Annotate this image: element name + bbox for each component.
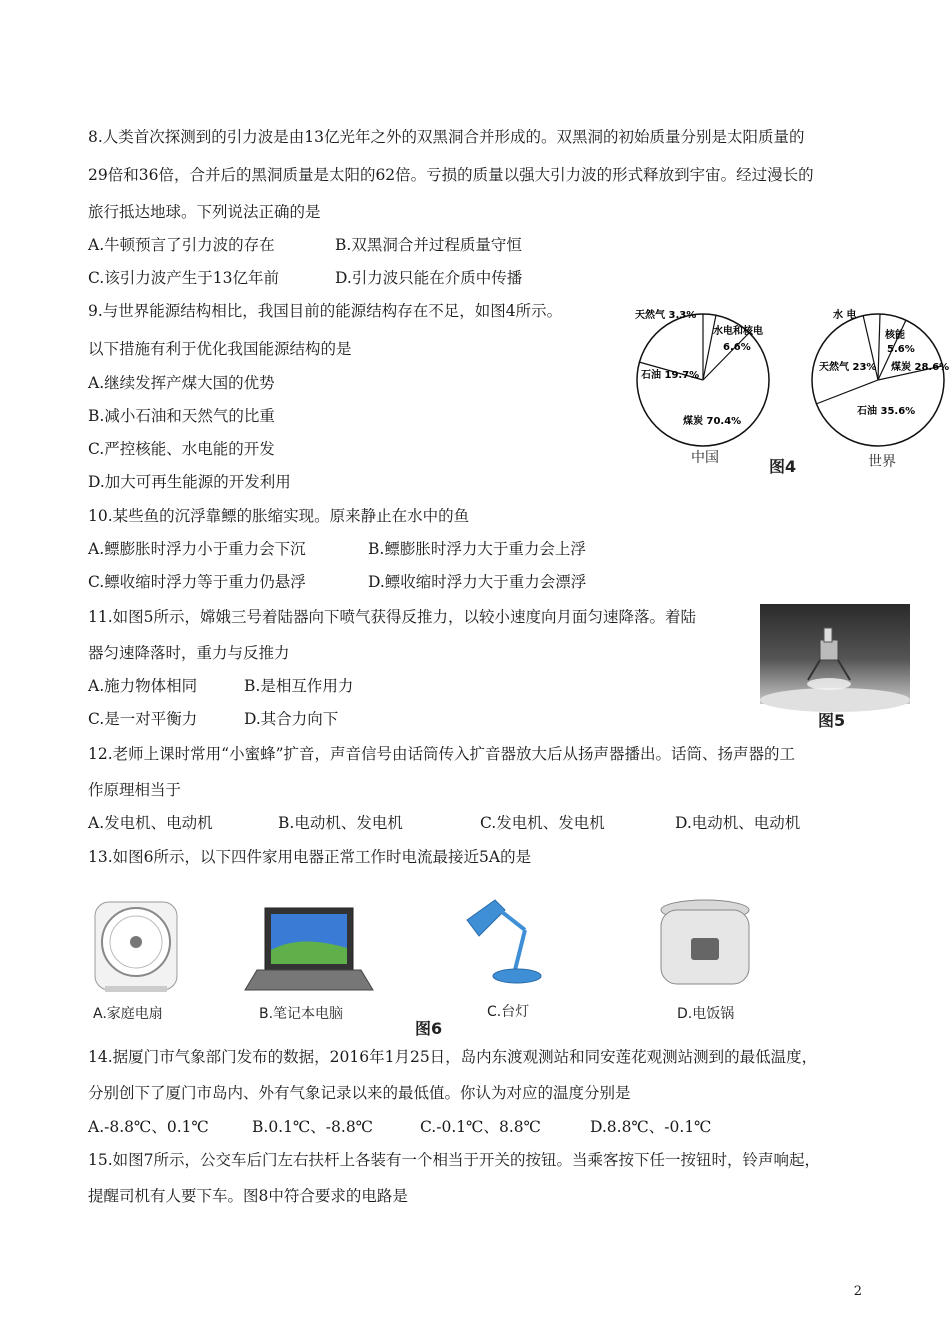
q9-option-a: A.继续发挥产煤大国的优势 <box>88 374 275 392</box>
q8-option-d: D.引力波只能在介质中传播 <box>335 269 523 287</box>
q14-option-c: C.-0.1℃、8.8℃ <box>420 1118 541 1136</box>
world-label-coal: 煤炭 28.6% <box>891 362 950 373</box>
q8-stem-line-3: 旅行抵达地球。下列说法正确的是 <box>88 203 321 221</box>
world-pie-name: 世界 <box>868 454 896 470</box>
q11-stem-line-2: 器匀速降落时，重力与反推力 <box>88 644 290 662</box>
figure-5-lunar-lander <box>760 604 910 730</box>
q10-option-c: C.鳔收缩时浮力等于重力仍悬浮 <box>88 573 306 591</box>
q11-option-c: C.是一对平衡力 <box>88 710 198 728</box>
q11-option-a: A.施力物体相同 <box>88 677 198 695</box>
q10-stem-line-1: 10.某些鱼的沉浮靠鳔的胀缩实现。原来静止在水中的鱼 <box>88 507 470 525</box>
appliance-label-d: D.电饭锅 <box>677 1006 735 1022</box>
china-pie <box>635 308 769 466</box>
china-label-oil: 石油 19.7% <box>641 370 700 381</box>
q8-option-a: A.牛顿预言了引力波的存在 <box>88 236 275 254</box>
q10-option-a: A.鳔膨胀时浮力小于重力会下沉 <box>88 540 306 558</box>
figure-4-caption: 图4 <box>769 457 797 476</box>
figure-6-appliances <box>85 890 805 1040</box>
q14-option-a: A.-8.8℃、0.1℃ <box>88 1118 209 1136</box>
china-label-gas: 天然气 3.3% <box>635 310 697 321</box>
figure-4-energy-pies <box>625 300 950 480</box>
china-pie-name: 中国 <box>691 450 719 466</box>
figure-6-caption: 图6 <box>415 1019 443 1038</box>
appliance-label-b: B.笔记本电脑 <box>259 1006 344 1022</box>
q12-stem-line-1: 12.老师上课时常用“小蜜蜂”扩音，声音信号由话筒传入扩音器放大后从扬声器播出。话筒、扬声器的工 <box>88 745 796 763</box>
q12-option-c: C.发电机、发电机 <box>480 814 605 832</box>
q13-stem-line-1: 13.如图6所示，以下四件家用电器正常工作时电流最接近5A的是 <box>88 848 532 866</box>
china-label-hydro-pct: 6.6% <box>723 342 751 353</box>
figure-5-caption: 图5 <box>818 711 846 730</box>
q8-stem-line-2: 29倍和36倍，合并后的黑洞质量是太阳的62倍。亏损的质量以强大引力波的形式释放到宇宙。经过漫长的 <box>88 166 814 184</box>
world-label-gas: 天然气 23% <box>819 362 877 373</box>
q14-stem-line-2: 分别创下了厦门市岛内、外有气象记录以来的最低值。你认为对应的温度分别是 <box>88 1084 631 1102</box>
q12-option-b: B.电动机、发电机 <box>278 814 403 832</box>
world-label-nuclear: 核能 <box>885 330 905 341</box>
desk-lamp-icon <box>467 900 541 983</box>
world-label-nuclear-pct: 5.6% <box>887 344 915 355</box>
q15-stem-line-1: 15.如图7所示，公交车后门左右扶杆上各装有一个相当于开关的按钮。当乘客按下任一按钮时，铃声响起， <box>88 1151 821 1169</box>
appliance-label-c: C.台灯 <box>487 1004 530 1020</box>
q14-stem-line-1: 14.据厦门市气象部门发布的数据，2016年1月25日，岛内东渡观测站和同安莲花观测站测到的最低温度， <box>88 1048 818 1066</box>
fan-icon <box>95 902 177 992</box>
laptop-icon <box>245 908 373 990</box>
q12-option-a: A.发电机、电动机 <box>88 814 213 832</box>
q9-option-c: C.严控核能、水电能的开发 <box>88 440 275 458</box>
q11-option-d: D.其合力向下 <box>244 710 339 728</box>
page-number: 2 <box>853 1284 862 1299</box>
q9-option-d: D.加大可再生能源的开发利用 <box>88 473 291 491</box>
q15-stem-line-2: 提醒司机有人要下车。图8中符合要求的电路是 <box>88 1187 408 1205</box>
q8-stem-line-1: 8.人类首次探测到的引力波是由13亿光年之外的双黑洞合并形成的。双黑洞的初始质量分别是太阳质量的 <box>88 128 805 146</box>
q11-option-b: B.是相互作用力 <box>244 677 354 695</box>
world-label-hydro: 水 电 <box>833 310 857 321</box>
q12-option-d: D.电动机、电动机 <box>675 814 801 832</box>
q12-stem-line-2: 作原理相当于 <box>88 781 182 799</box>
q8-option-b: B.双黑洞合并过程质量守恒 <box>335 236 522 254</box>
world-pie <box>812 308 949 470</box>
appliance-label-a: A.家庭电扇 <box>93 1006 163 1022</box>
china-label-coal: 煤炭 70.4% <box>683 416 742 427</box>
q9-stem-line-1: 9.与世界能源结构相比，我国目前的能源结构存在不足，如图4所示。 <box>88 302 563 320</box>
q10-option-d: D.鳔收缩时浮力大于重力会漂浮 <box>368 573 587 591</box>
q14-option-d: D.8.8℃、-0.1℃ <box>590 1118 712 1136</box>
q10-option-b: B.鳔膨胀时浮力大于重力会上浮 <box>368 540 586 558</box>
q11-stem-line-1: 11.如图5所示，嫦娥三号着陆器向下喷气获得反推力，以较小速度向月面匀速降落。着陆 <box>88 608 697 626</box>
china-label-hydro: 水电和核电 <box>713 326 763 337</box>
world-label-oil: 石油 35.6% <box>857 406 916 417</box>
rice-cooker-icon <box>661 900 749 984</box>
q14-option-b: B.0.1℃、-8.8℃ <box>252 1118 374 1136</box>
q9-option-b: B.减小石油和天然气的比重 <box>88 407 275 425</box>
q8-option-c: C.该引力波产生于13亿年前 <box>88 269 279 287</box>
q9-stem-line-2: 以下措施有利于优化我国能源结构的是 <box>88 340 352 358</box>
